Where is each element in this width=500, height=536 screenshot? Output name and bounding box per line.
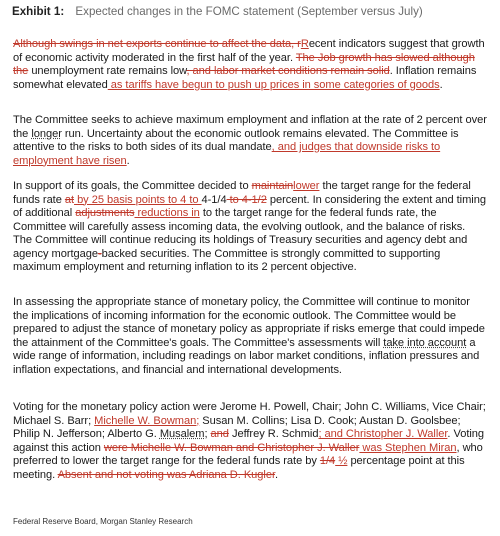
deleted-text: Absent and not voting was Adriana D. Kugler bbox=[57, 468, 275, 481]
statement-text: ; bbox=[204, 428, 211, 440]
statement-paragraph-assessment bbox=[13, 296, 487, 377]
statement-text: Susan M. Collins; Lisa D. Cook; Austan D. Goolsbee; Philip N. Jefferson; Alberto G. bbox=[13, 414, 461, 440]
deleted-text: to 4-1/2 bbox=[226, 193, 267, 206]
statement-text: . Inflation remains somewhat elevated bbox=[13, 65, 477, 91]
deleted-text: maintain bbox=[251, 180, 294, 192]
statement-text: to the target range for the federal funds rate, the Committee will carefully assess incoming data, the evolving outlook, and the balance of risks. The Committee will continue reducing its holdings of Treasury securities and agency debt and agency mortgage bbox=[13, 207, 468, 260]
statement-text: , who preferred to lower the target range for the federal funds rate by bbox=[13, 441, 483, 467]
inserted-text: reductions in bbox=[134, 207, 200, 219]
exhibit-label: Exhibit 1: bbox=[12, 5, 65, 18]
deleted-text: adjustments bbox=[75, 207, 135, 219]
statement-text: run. Uncertainty about the economic outlook remains elevated. The Committee is attentive to the risks to both sides of its dual mandate bbox=[13, 127, 459, 153]
statement-paragraph-mandate bbox=[13, 114, 487, 168]
statement-paragraph-economic-activity bbox=[13, 38, 487, 92]
statement-text: ecent indicators suggest that growth of economic activity moderated in the first half of the year. bbox=[13, 38, 485, 64]
deleted-text: and bbox=[210, 428, 229, 440]
statement-text: percentage point at this meeting. bbox=[13, 455, 465, 481]
exhibit-title: Expected changes in the FOMC statement (September versus July) bbox=[75, 5, 423, 18]
statement-paragraph-voting bbox=[13, 401, 487, 482]
inserted-text: was Stephen Miran bbox=[359, 441, 457, 454]
statement-text: . Voting against this action bbox=[13, 428, 485, 454]
statement-paragraph-policy-decision bbox=[13, 180, 487, 275]
inserted-text: by 25 basis points to 4 to bbox=[74, 193, 202, 206]
statement-text: a wide range of information, including readings on labor market conditions, inflation pressures and inflation expectations, and financial and international developments. bbox=[13, 336, 480, 376]
inserted-text: ; and Christopher J. Waller bbox=[318, 428, 448, 440]
deleted-text: at bbox=[64, 193, 75, 206]
inserted-text: , and judges that downside risks to employment have risen bbox=[13, 141, 441, 167]
statement-text: The Committee seeks to achieve maximum employment and inflation at the rate of 2 percent over the bbox=[13, 114, 487, 140]
statement-text: Voting for the monetary policy action were Jerome H. Powell, Chair; John C. Williams, Vice Chair; Michael S. Barr; bbox=[13, 401, 486, 427]
source-note: Federal Reserve Board, Morgan Stanley Research bbox=[13, 517, 193, 526]
inserted-text: ½ bbox=[335, 455, 348, 467]
statement-text: Jeffrey R. Schmid bbox=[228, 428, 319, 440]
inserted-text: Michelle W. Bowman; bbox=[94, 414, 200, 427]
deleted-text: were Michelle W. Bowman and Christopher J. Waller bbox=[103, 441, 360, 454]
statement-text: . bbox=[274, 468, 279, 481]
statement-text: . bbox=[439, 78, 443, 91]
statement-text: 4-1/4 bbox=[201, 193, 227, 206]
statement-text: . bbox=[126, 154, 130, 167]
inserted-text: as tariffs have begun to push up prices in some categories of goods bbox=[107, 78, 440, 91]
deleted-text: 1/4 bbox=[319, 455, 336, 467]
deleted-text: - bbox=[97, 247, 102, 260]
statement-text: Musalem bbox=[159, 428, 205, 440]
statement-text: the target range for the federal funds rate bbox=[13, 180, 471, 206]
statement-text: unemployment rate remains low bbox=[28, 65, 187, 77]
statement-text: percent. In considering the extent and timing of additional bbox=[13, 193, 486, 219]
statement-text: In support of its goals, the Committee decided to bbox=[13, 180, 252, 192]
exhibit-header bbox=[12, 5, 492, 19]
inserted-text: R bbox=[300, 38, 309, 50]
inserted-text: lower bbox=[293, 180, 320, 192]
statement-text: take into account bbox=[383, 336, 467, 349]
deleted-text: , and labor market conditions remain solid bbox=[186, 65, 390, 77]
deleted-text: Although swings in net exports continue to affect the data, r bbox=[13, 38, 301, 50]
statement-text: longer bbox=[31, 127, 62, 140]
statement-text: In assessing the appropriate stance of monetary policy, the Committee will continue to monitor the implications of incoming information for the economic outlook. The Committee would be prepared to adjust the stance of monetary policy as appropriate if risks emerge that could impede the attainment of the Committee's goals. The Committee's assessments will bbox=[13, 296, 485, 349]
deleted-text: The Job growth has slowed although the bbox=[13, 51, 475, 77]
statement-text: backed securities. The Committee is strongly committed to supporting maximum employment and returning inflation to its 2 percent objective. bbox=[13, 247, 441, 273]
